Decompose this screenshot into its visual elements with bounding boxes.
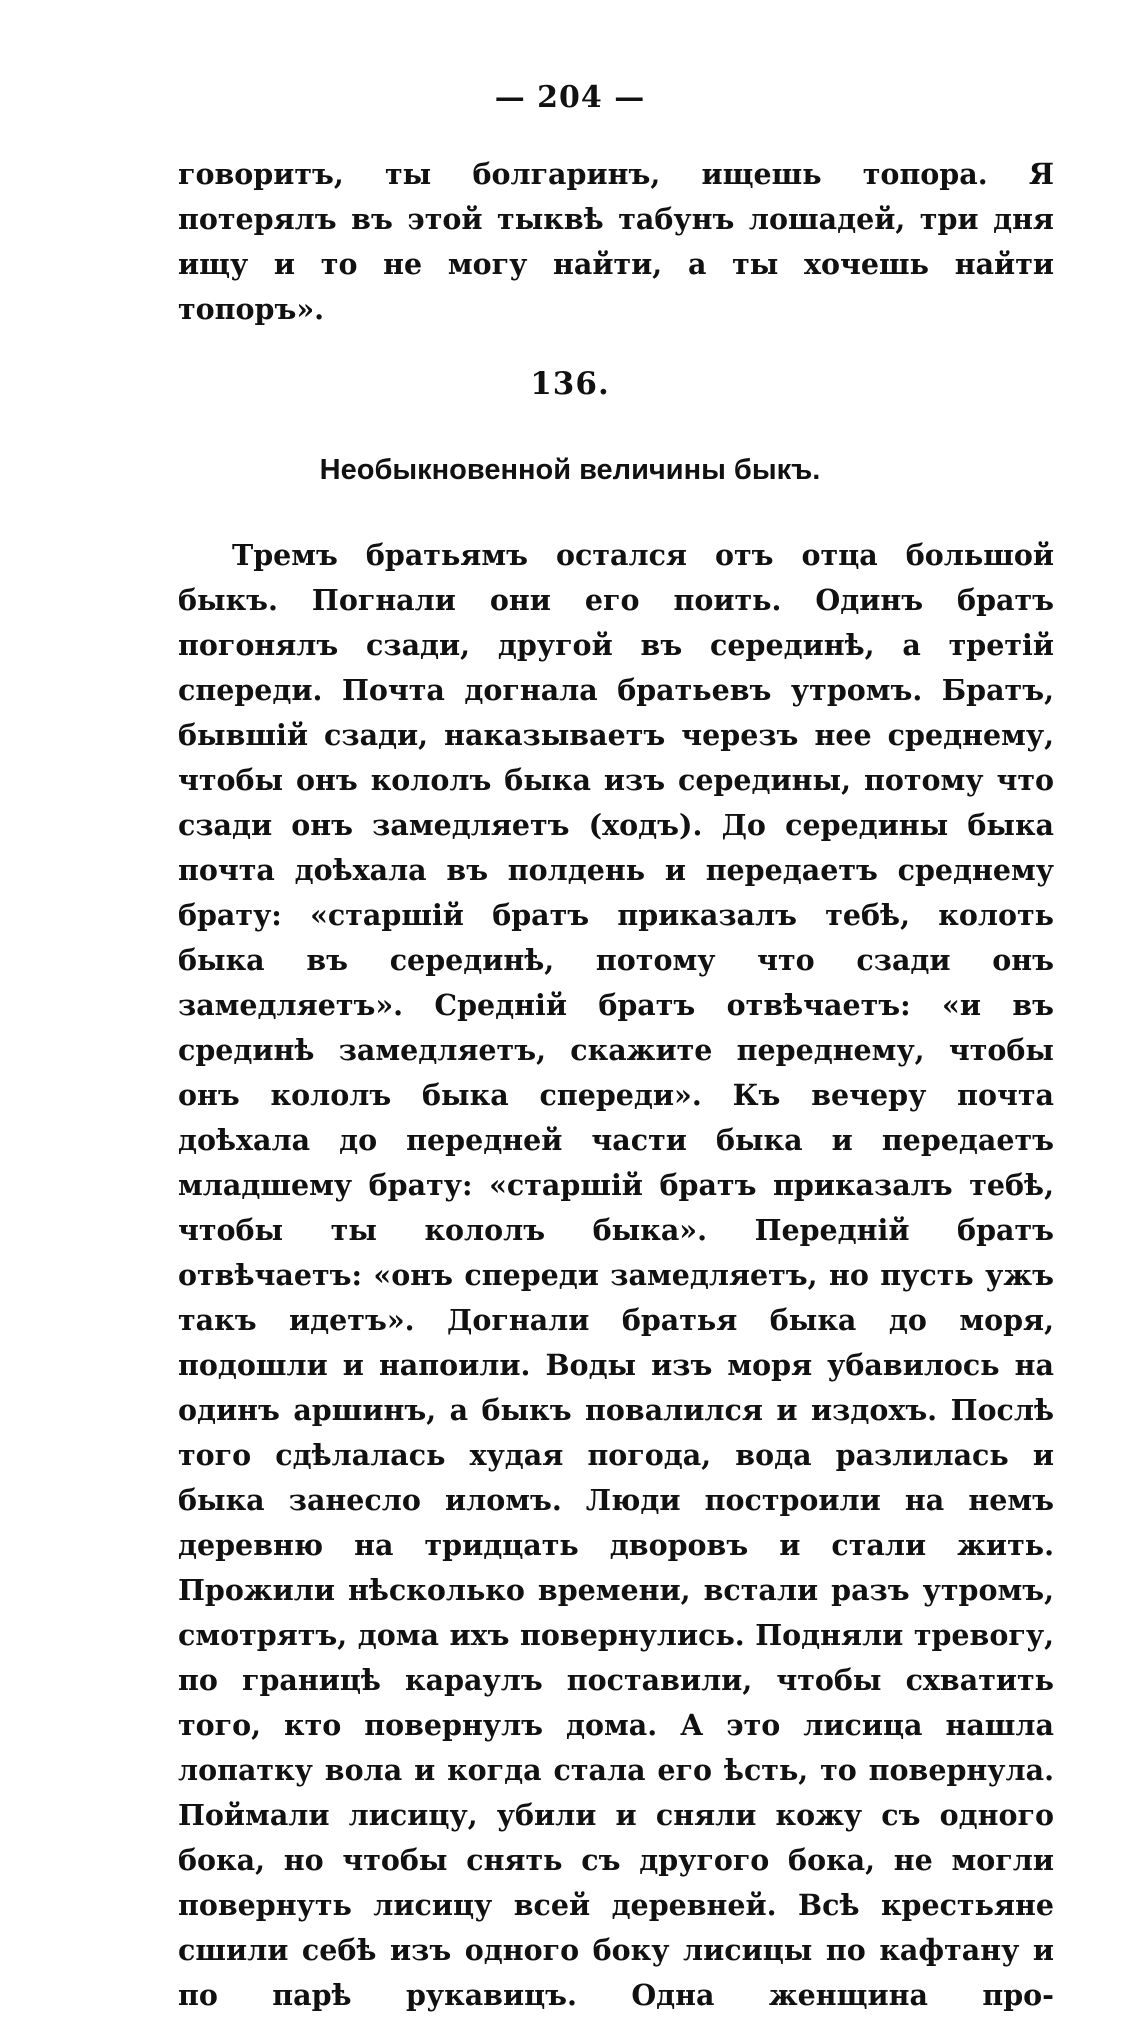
story-body: Тремъ братьямъ остался отъ отца большой быкъ. Погнали они его поить. Одинъ братъ погонялъ сзади, другой въ серединѣ, а третій спереди. Почта догнала братьевъ утромъ. Братъ, бывшій сзади, наказываетъ черезъ нее среднему, чтобы онъ кололъ быка изъ середины, потому что сзади онъ замедляетъ (ходъ). До середины быка почта доѣхала въ полдень и передаетъ среднему брату: «старшій братъ приказалъ тебѣ, колоть быка въ серединѣ, потому что сзади онъ замедляетъ». Средній братъ отвѣчаетъ: «и въ срединѣ замедляетъ, скажите переднему, чтобы онъ кололъ быка спереди». Къ вечеру почта доѣхала до передней части быка и передаетъ младшему брату: «старшій братъ приказалъ тебѣ, чтобы ты кололъ быка». Передній братъ отвѣчаетъ: «онъ спереди замедляетъ, но пусть ужъ такъ идетъ». Догнали братья быка до моря, подошли и напоили. Воды изъ моря убавилось на одинъ аршинъ, а быкъ повалился и издохъ. Послѣ того сдѣлалась худая погода, вода разлилась и быка занесло иломъ. Люди построили на немъ деревню на тридцать дворовъ и стали жить. Прожили нѣсколько времени, встали разъ утромъ, смотрятъ, дома ихъ повернулись. Подняли тревогу, по границѣ караулъ поставили, чтобы схватить того, кто повернулъ дома. А это лисица нашла лопатку вола и когда стала его ѣсть, то повернула. Поймали лисицу, убили и сняли кожу съ одного бока, но чтобы снять съ другого бока, не могли повернуть лисицу всей деревней. Всѣ крестьяне сшили себѣ изъ одного боку лисицы по кафтану и по парѣ рукавицъ. Одна женщина про-: [178, 538, 1054, 2012]
story-title: Необыкновенной величины быкъ.: [319, 454, 821, 486]
page-number: — 204 —: [494, 80, 646, 115]
story-number: 136.: [530, 366, 610, 402]
previous-story-ending: говоритъ, ты болгаринъ, ищешь топора. Я потерялъ въ этой тыквѣ табунъ лошадей, три дня ищу и то не могу найти, а ты хочешь найти топоръ».: [178, 157, 1054, 326]
